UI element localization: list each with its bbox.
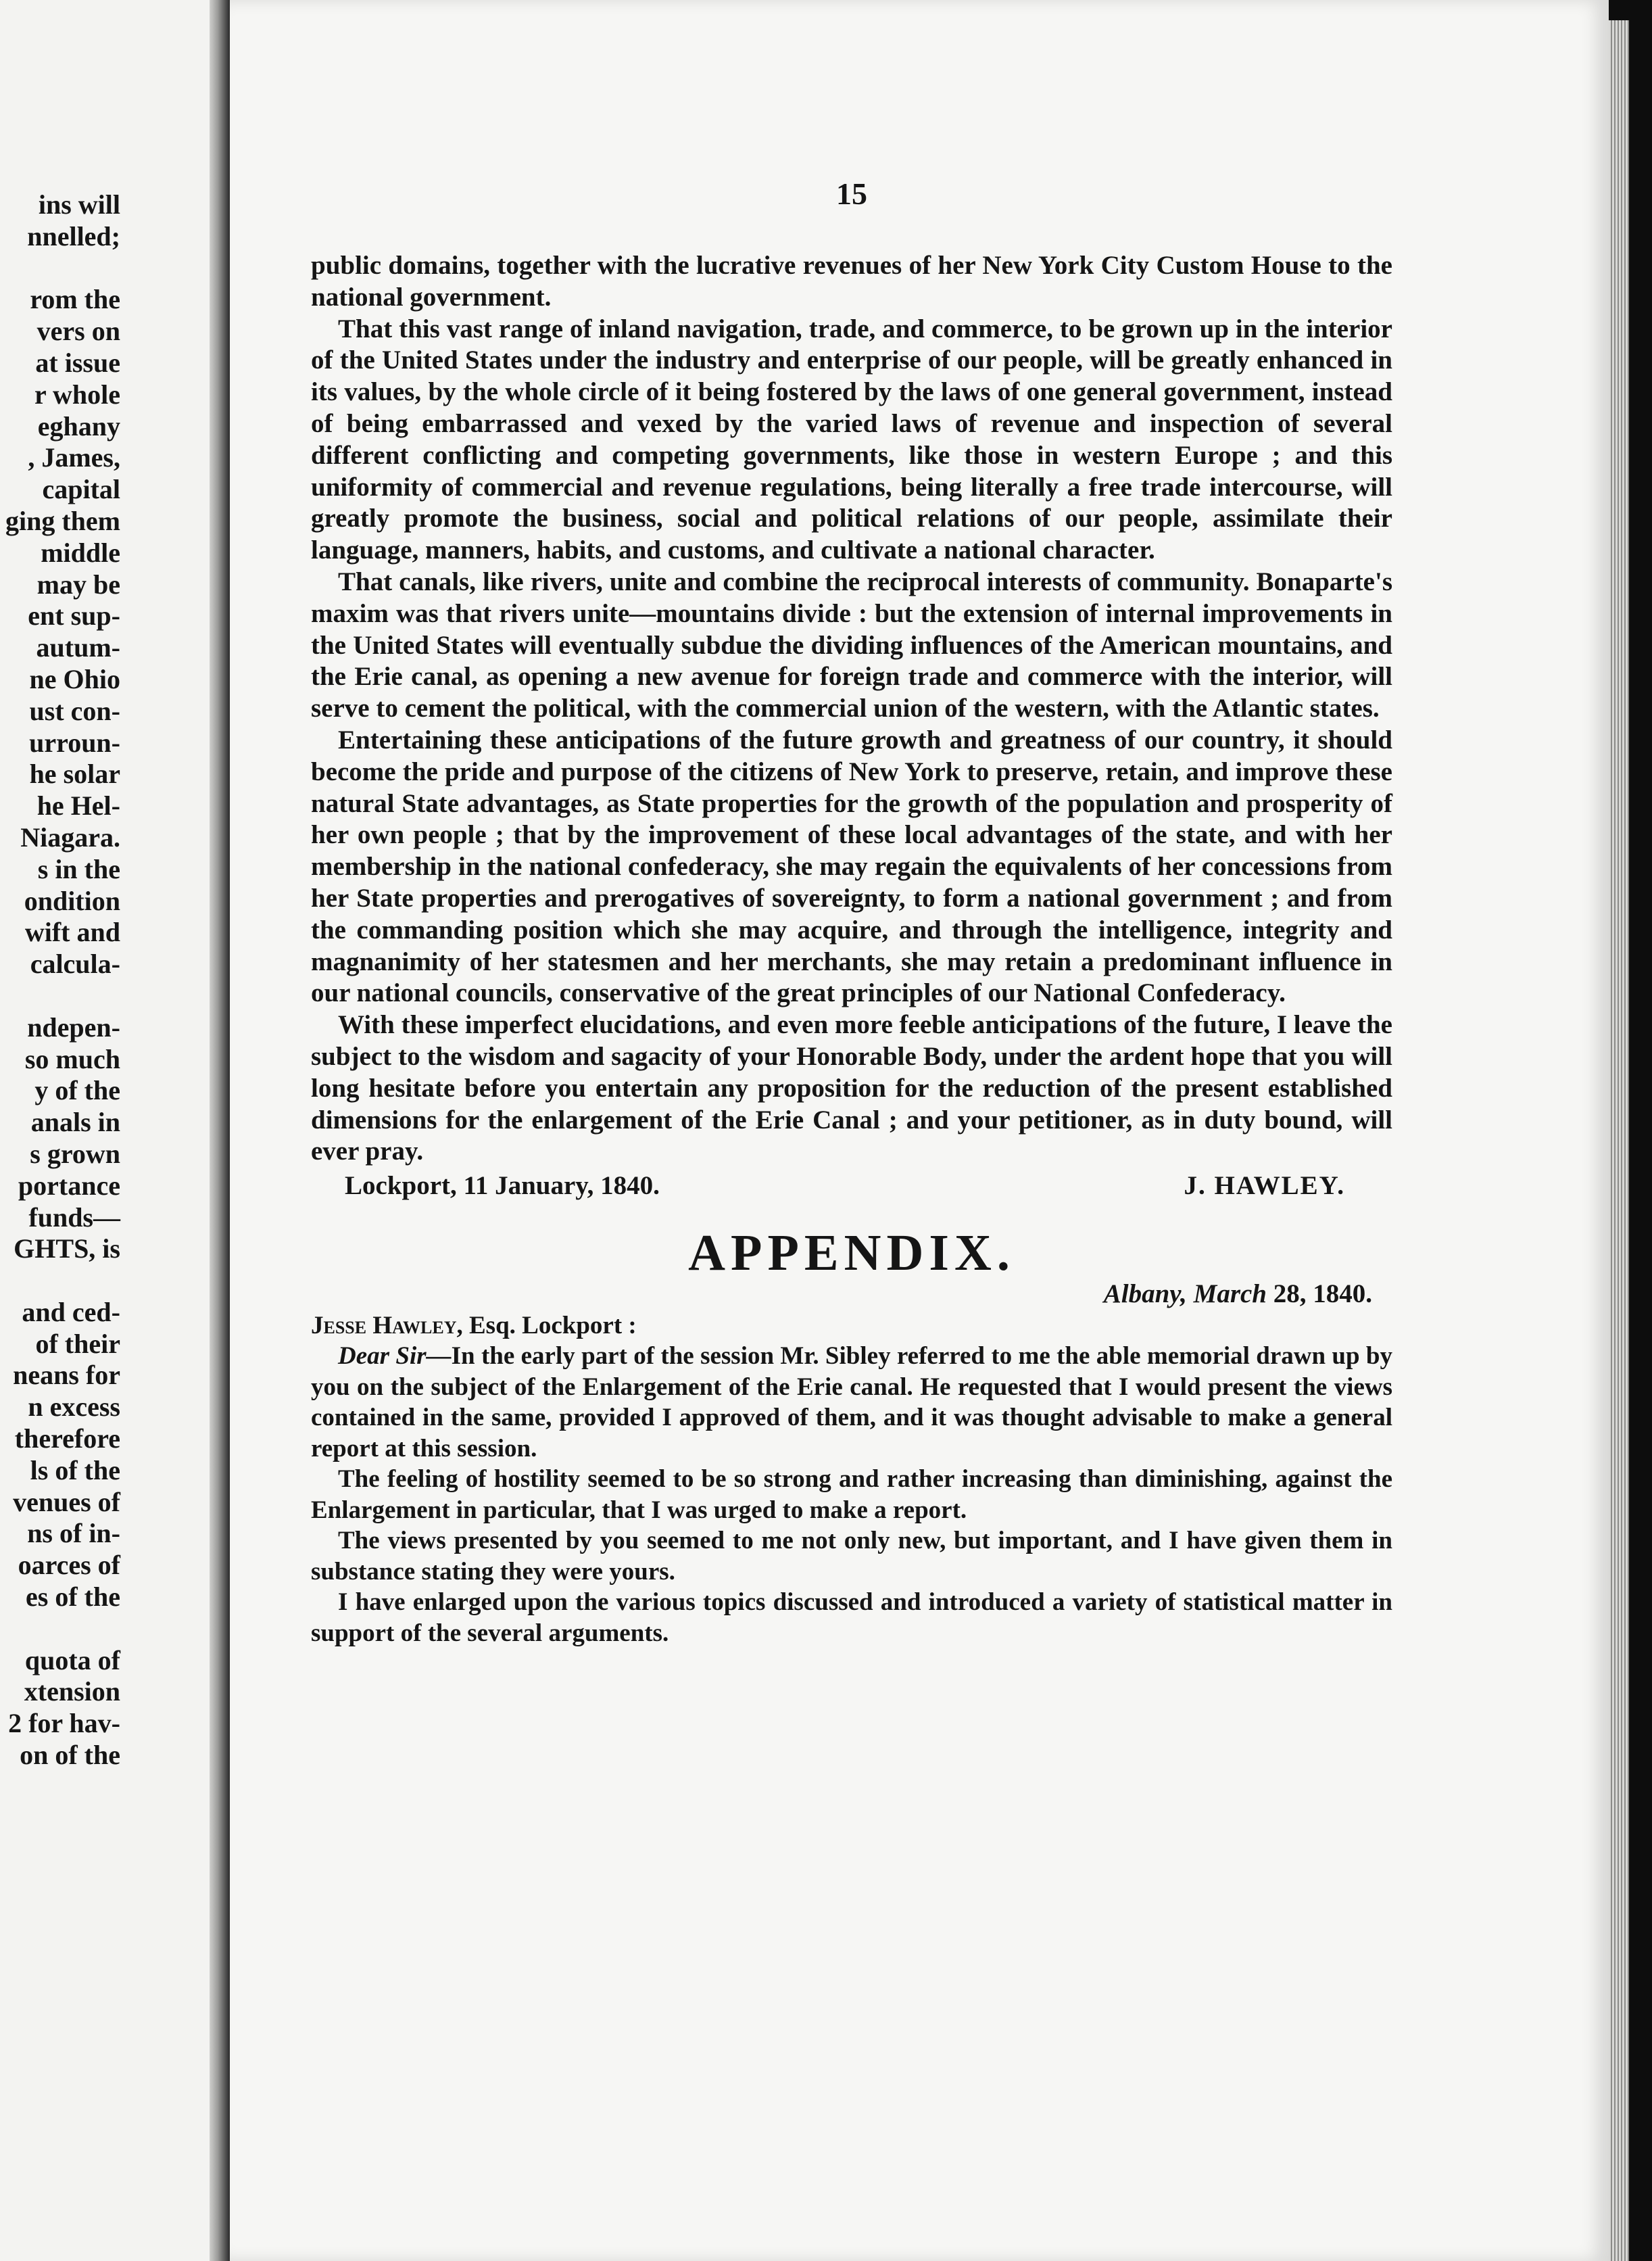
left-page-line: neans for xyxy=(13,1360,120,1391)
left-page-line: and ced- xyxy=(22,1296,120,1327)
left-page-line: on of the xyxy=(20,1740,120,1771)
left-page-line: ndepen- xyxy=(27,1012,120,1043)
paragraph-2: That this vast range of inland navigation, trade, and commerce, to be grown up in the interior of the United States under the industry and enterprise of our people, will be greatly enhanced in its values, by the whole circle of it being fostered by the laws of one general government, instead of being embarrassed and vexed by the varied laws of revenue and inspection of several different conflicting and competing governments, like those in western Europe ; and this uniformity of commercial and revenue regulations, being literally a free trade intercourse, will greatly promote the business, social and political relations of our people, assimilate their language, manners, habits, and customs, and cultivate a national character. xyxy=(311,314,1392,565)
signature-place-date: Lockport, 11 January, 1840. xyxy=(345,1171,660,1201)
left-page-line: 2 for hav- xyxy=(8,1708,120,1739)
left-page-line: he Hel- xyxy=(37,790,120,822)
left-page-line: therefore xyxy=(14,1423,120,1454)
left-page-line: funds— xyxy=(28,1201,120,1233)
left-page-line: es of the xyxy=(26,1581,120,1613)
left-page-line: ns of in- xyxy=(27,1518,120,1549)
paragraph-4: Entertaining these anticipations of the future growth and greatness of our country, it should become the pride and purpose of the citizens of New York to preserve, retain, and improve these natural State advantages, as State properties for the growth of the population and prosperity of her own people ; that by the improvement of these local advantages of the state, and with her membership in the national confederacy, she may regain the equivalents of her concessions from her State properties and prerogatives of sovereignty, to form a national government ; and from the commanding position which she may acquire, and through the intelligence, integrity and magnanimity of her statesmen and her merchants, she may retain a predominant influence in our national councils, conservative of the great principles of our National Confederacy. xyxy=(311,725,1392,1008)
left-page-line: rom the xyxy=(30,284,120,315)
addressee-rest: Esq. Lockport : xyxy=(469,1311,637,1339)
left-page-line: nnelled; xyxy=(27,220,120,252)
signature-line xyxy=(311,1170,1392,1202)
appendix-salutation: Dear Sir— xyxy=(338,1342,452,1370)
left-page-line: Niagara. xyxy=(20,822,120,853)
left-page-line: so much xyxy=(24,1043,120,1074)
appendix-date-month: March xyxy=(1193,1279,1267,1308)
left-page-line: quota of xyxy=(24,1644,120,1675)
appendix-paragraph-3: The views presented by you seemed to me not only new, but important, and I have given them in substance stating they were yours. xyxy=(311,1527,1392,1586)
left-page-line: vers on xyxy=(37,316,120,347)
left-page-line: at issue xyxy=(35,347,120,378)
left-page-line: of their xyxy=(35,1328,120,1359)
addressee-name: Jesse Hawley, xyxy=(311,1311,463,1339)
left-page-line: ust con- xyxy=(29,695,120,726)
left-page-line: may be xyxy=(37,569,120,600)
page-edges xyxy=(1609,20,1629,2261)
appendix-paragraph-1 xyxy=(311,1341,1392,1464)
left-page-line: portance xyxy=(18,1170,120,1201)
left-page-line xyxy=(0,253,120,285)
left-page-line: eghany xyxy=(37,410,120,442)
left-page-line xyxy=(0,980,120,1012)
page-number: 15 xyxy=(836,176,867,211)
appendix-date-line xyxy=(311,1279,1392,1310)
left-page-line: ins will xyxy=(38,189,120,220)
left-page-line: ls of the xyxy=(30,1454,120,1485)
left-page-line: ne Ohio xyxy=(29,663,120,694)
appendix-paragraph-4: I have enlarged upon the various topics discussed and introduced a variety of statistical matter in support of the several arguments. xyxy=(311,1588,1392,1647)
left-page-line: xtension xyxy=(24,1676,120,1707)
left-page-line: s in the xyxy=(37,853,120,884)
left-page-line: GHTS, is xyxy=(14,1233,120,1264)
left-page-line xyxy=(0,1613,120,1645)
body-text xyxy=(311,250,1392,1648)
left-page-line: y of the xyxy=(34,1075,120,1106)
appendix-letter xyxy=(311,1310,1392,1649)
left-page-line: ondition xyxy=(24,885,120,916)
appendix-title: APPENDIX. xyxy=(688,1224,1015,1281)
left-page-line: calcula- xyxy=(30,949,120,980)
left-page-line: middle xyxy=(41,537,120,568)
appendix-date-day: 28, 1840. xyxy=(1273,1279,1372,1308)
appendix-addressee xyxy=(311,1310,1392,1341)
paragraph-3: That canals, like rivers, unite and combine the reciprocal interests of community. Bonaparte's maxim was that rivers unite—mountains divide : but the extension of internal improvements in the United States will eventually subdue the dividing influences of the American mountains, and the Erie canal, as opening a new avenue for foreign trade and commerce with the interior, will serve to cement the political, with the commercial union of the western, with the Atlantic states. xyxy=(311,567,1392,723)
left-page-line: , James, xyxy=(28,442,120,473)
left-page-line: venues of xyxy=(13,1486,120,1517)
left-page-line xyxy=(0,1265,120,1297)
left-page-line: ent sup- xyxy=(28,600,120,632)
left-page-line: s grown xyxy=(30,1138,120,1169)
left-page-line: autum- xyxy=(36,632,120,663)
left-page-line: anals in xyxy=(30,1107,120,1138)
paragraph-5: With these imperfect elucidations, and even more feeble anticipations of the future, I leave the subject to the wisdom and sagacity of your Honorable Body, under the ardent hope that you will long hesitate before you entertain any proposition for the reduction of the present established dimensions for the enlargement of the Erie Canal ; and your petitioner, as in duty bound, will ever pray. xyxy=(311,1010,1392,1166)
appendix-paragraph-2: The feeling of hostility seemed to be so strong and rather increasing than diminishing, against the Enlargement in particular, that I was urged to make a report. xyxy=(311,1465,1392,1524)
left-page-line: capital xyxy=(42,474,120,505)
book-gutter xyxy=(210,0,230,2261)
appendix-paragraph-1-text: In the early part of the session Mr. Sibley referred to me the able memorial drawn up by you on the subject of the Enlargement of the Erie canal. He requested that I would present the views contained in the same, provided I approved of them, and it was thought advisable to make a general report at this session. xyxy=(311,1342,1392,1462)
left-page-line: r whole xyxy=(34,379,120,410)
left-page-line: he solar xyxy=(29,759,120,790)
left-page-line: n excess xyxy=(28,1391,120,1423)
left-page-line: ging them xyxy=(5,505,120,536)
left-page-line: wift and xyxy=(24,917,120,948)
appendix-date-place: Albany, xyxy=(1103,1279,1187,1308)
left-page-line: oarces of xyxy=(18,1550,120,1581)
signature-name: J. HAWLEY. xyxy=(1184,1171,1345,1201)
left-page-line: urroun- xyxy=(29,727,120,758)
left-facing-page xyxy=(0,0,210,2261)
left-page-text-column xyxy=(0,189,120,1771)
paragraph-1: public domains, together with the lucrative revenues of her New York City Custom House to the national government. xyxy=(311,251,1392,312)
